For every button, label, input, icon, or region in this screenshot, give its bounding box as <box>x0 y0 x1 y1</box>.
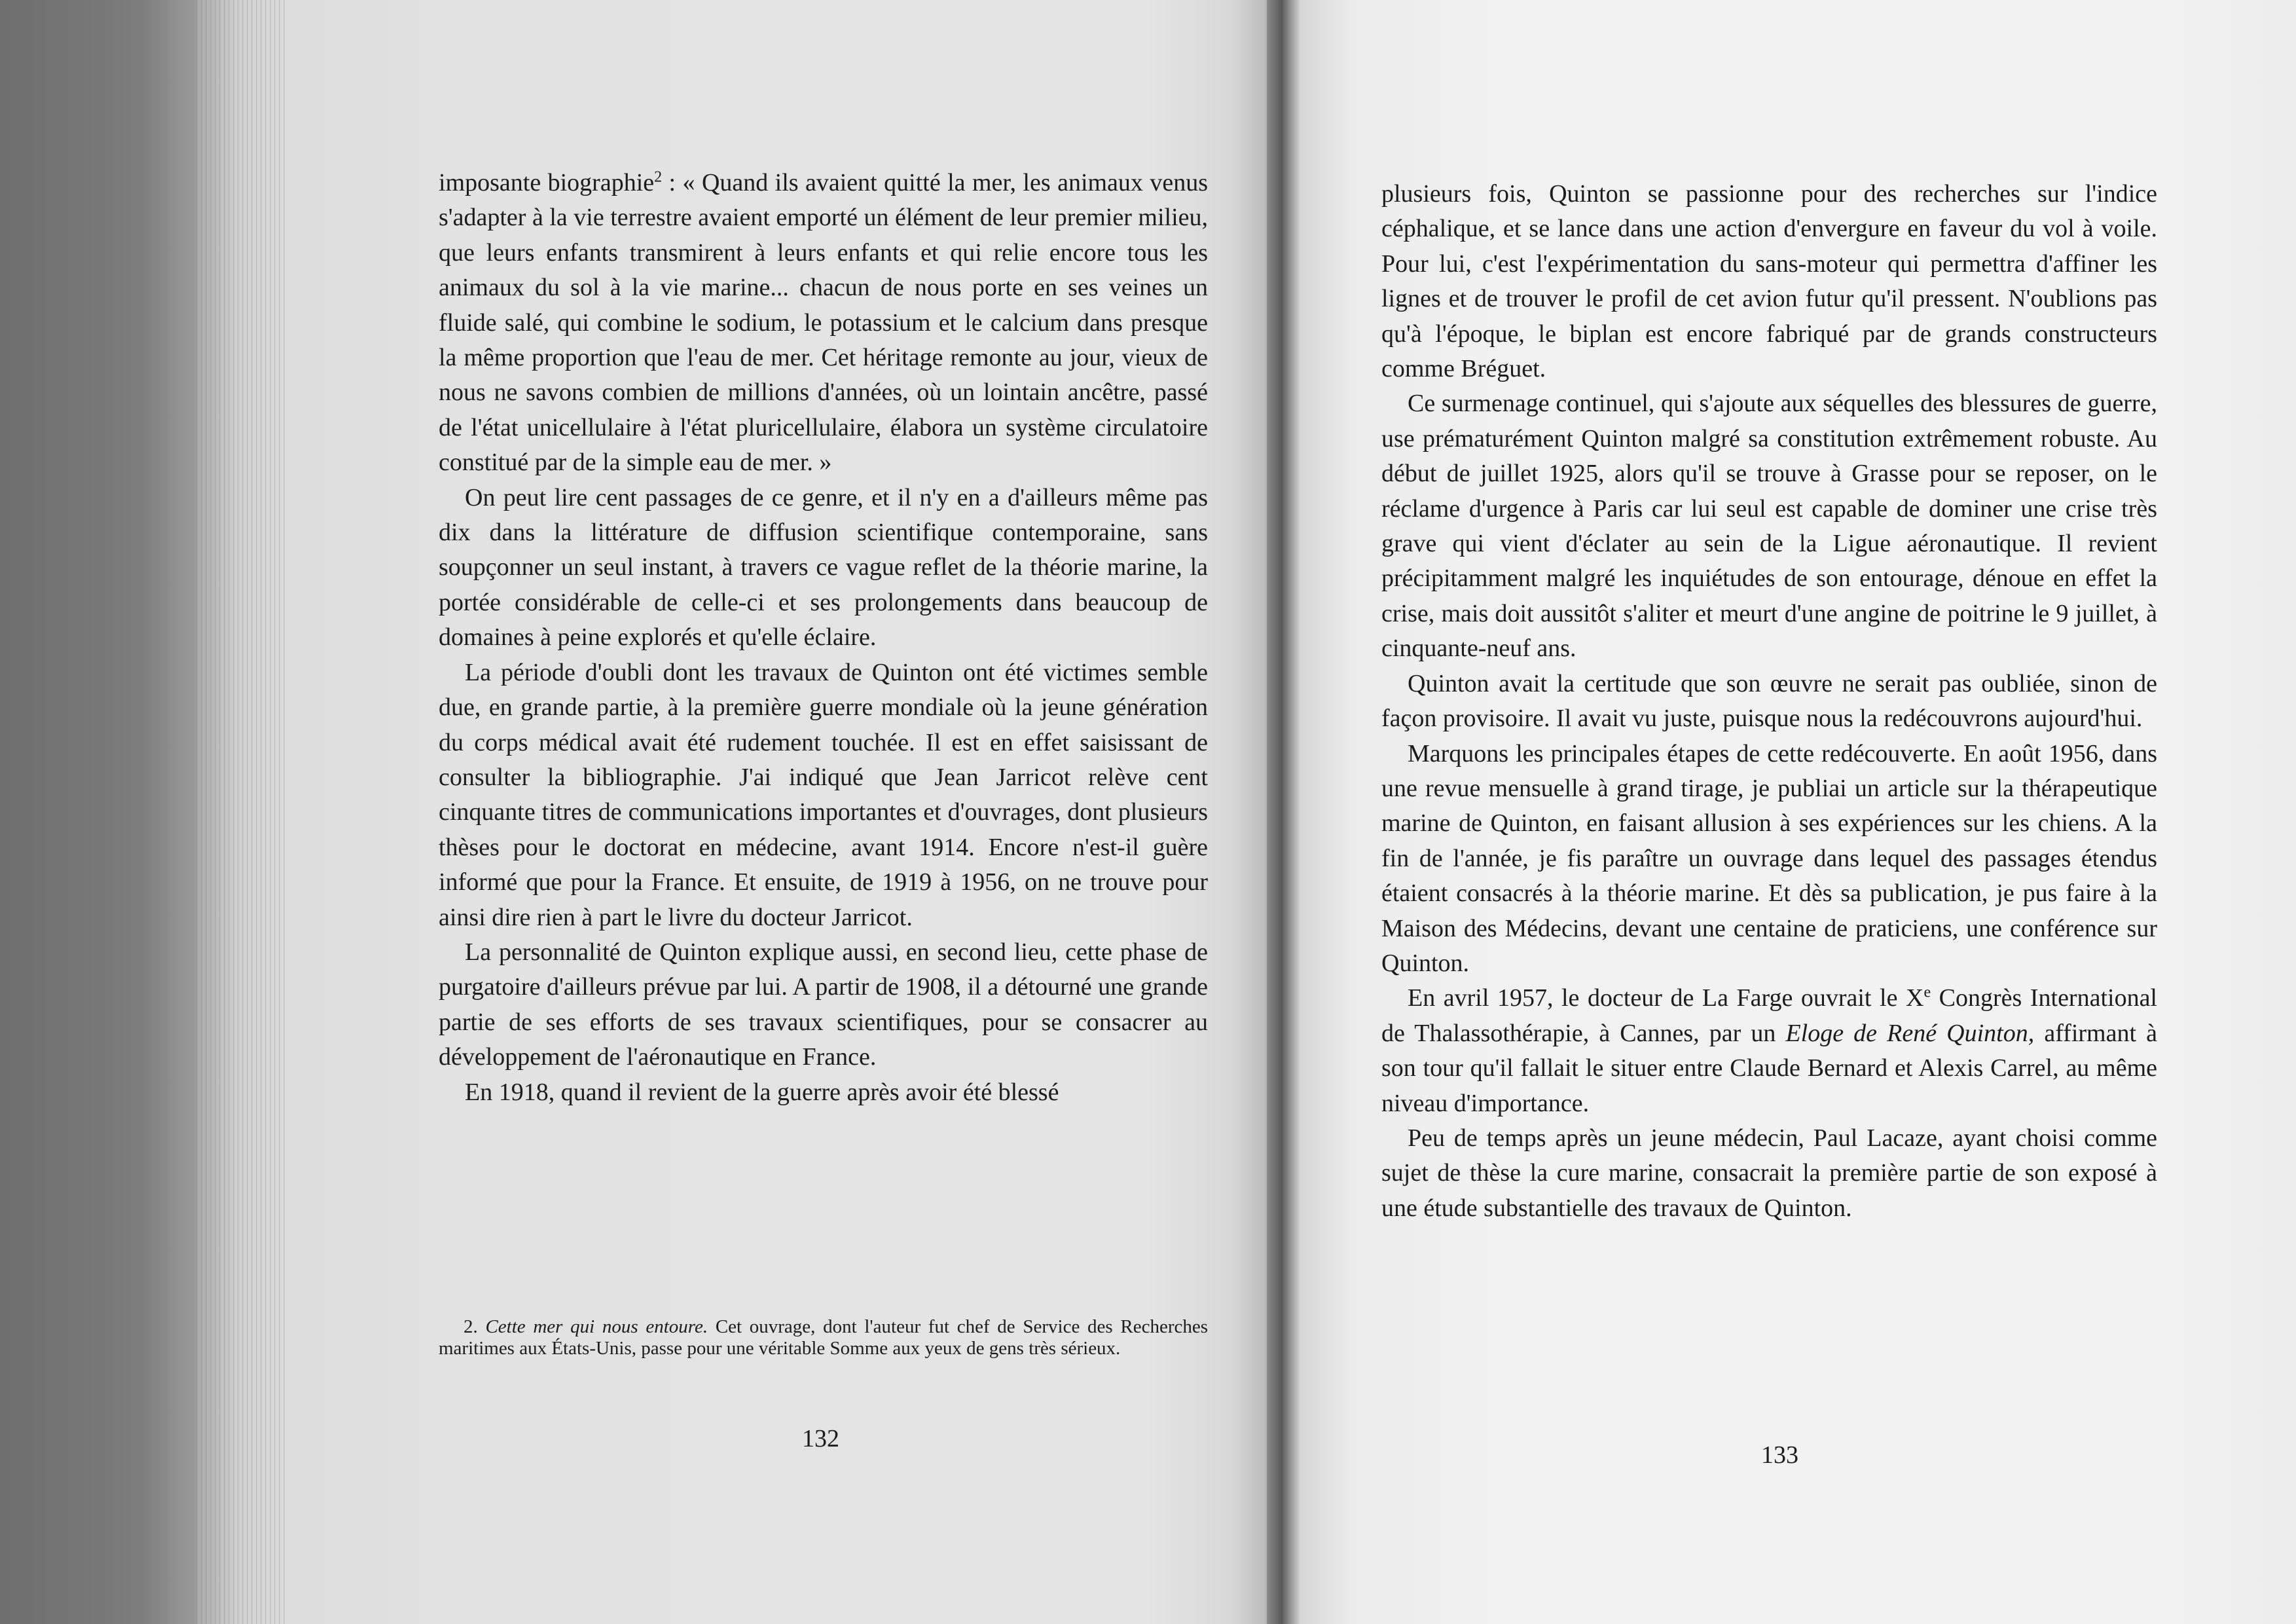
superscript: e <box>1923 984 1931 1001</box>
footnote-text: Cet ouvrage, dont l'auteur fut chef de Service des Recherches maritimes aux États-Unis, passe pour une véritable Somme aux yeux de gens très sérieux. <box>439 1316 1209 1359</box>
italic-title: Eloge de René Quinton, <box>1785 1019 2035 1047</box>
left-page-body <box>439 166 1208 1110</box>
paragraph: Marquons les principales étapes de cette redécouverte. En août 1956, dans une revue mensuelle à grand tirage, je publiai un article sur la thérapeutique marine de Quinton, en faisant allusion à ses expériences sur les chiens. A la fin de l'année, je fis paraître un ouvrage dans lequel des passages étendus étaient consacrés à la théorie marine. Et dès sa publication, je pus faire à la Maison des Médecins, devant une centaine de praticiens, une conférence sur Quinton. <box>1381 739 2157 977</box>
book-gutter <box>1267 0 1300 1624</box>
footnote-number: 2. <box>464 1316 478 1337</box>
footnote-marker: 2 <box>654 168 663 186</box>
page-fore-edge <box>196 0 288 1624</box>
paragraph: Quinton avait la certitude que son œuvre ne serait pas oubliée, sinon de façon provisoire. Il avait vu juste, puisque nous la redécouvrons aujourd'hui. <box>1381 669 2157 733</box>
paragraph: La personnalité de Quinton explique aussi, en second lieu, cette phase de purgatoire d'ailleurs prévue par lui. A partir de 1908, il a détourné une grande partie de ses efforts de ses travaux scientifiques, pour se consacrer au développement de l'aéronautique en France. <box>439 938 1208 1071</box>
page-number-left: 132 <box>802 1425 839 1452</box>
footnote <box>439 1316 1208 1359</box>
paragraph: En 1918, quand il revient de la guerre après avoir été blessé <box>465 1078 1059 1106</box>
paragraph: plusieurs fois, Quinton se passionne pour des recherches sur l'indice céphalique, et se lance dans une action d'envergure en faveur du vol à voile. Pour lui, c'est l'expérimentation du sans-moteur qui permettra d'affiner les lignes et de trouver le profil de cet avion futur qu'il pressent. N'oublions pas qu'à l'époque, le biplan est encore fabriqué par de grands constructeurs comme Bréguet. <box>1381 180 2157 383</box>
scanner-background <box>0 0 196 1624</box>
paragraph: Peu de temps après un jeune médecin, Paul Lacaze, ayant choisi comme sujet de thèse la cure marine, consacrait la première partie de son exposé à une étude substantielle des travaux de Quinton. <box>1381 1124 2157 1222</box>
page-number-right: 133 <box>1761 1441 1798 1469</box>
paragraph: La période d'oubli dont les travaux de Quinton ont été victimes semble due, en grande partie, à la première guerre mondiale où la jeune génération du corps médical avait été rudement touchée. Il est en effet saisissant de consulter la bibliographie. J'ai indiqué que Jean Jarricot relève cent cinquante titres de communications importantes et d'ouvrages, dont plusieurs thèses pour le doctorat en médecine, avant 1914. Encore n'est-il guère informé que pour la France. Et ensuite, de 1919 à 1956, on ne trouve pour ainsi dire rien à part le livre du docteur Jarricot. <box>439 658 1208 931</box>
footnote-title: Cette mer qui nous entoure. <box>485 1316 708 1337</box>
paragraph: imposante biographie$^2$ : « Quand ils avaient quitté la mer, les animaux venus s'adapter à la vie terrestre avaient emporté un élément de leur premier milieu, que leurs enfants transmirent à leurs enfants et qui relie encore tous les animaux du sol à la vie marine... chacun de nous porte en ses veines un fluide salé, qui combine le sodium, le potassium et le calcium dans presque la même proportion que l'eau de mer. Cet héritage remonte au jour, vieux de nous ne savons combien de millions d'années, où un lointain ancêtre, passé de l'état unicellulaire à l'état pluricellulaire, élabora un système circulatoire constitué par de la simple eau de mer. » <box>439 168 1208 477</box>
right-page-body <box>1381 177 2157 1226</box>
paragraph: On peut lire cent passages de ce genre, et il n'y en a d'ailleurs même pas dix dans la littérature de diffusion scientifique contemporaine, sans soupçonner un seul instant, à travers ce vague reflet de la théorie marine, la portée considérable de celle-ci et ses prolongements dans beaucoup de domaines à peine explorés et qu'elle éclaire. <box>439 483 1208 652</box>
paragraph: Ce surmenage continuel, qui s'ajoute aux séquelles des blessures de guerre, use prématurément Quinton malgré sa constitution extrêmement robuste. Au début de juillet 1925, alors qu'il se trouve à Grasse pour se reposer, on le réclame d'urgence à Paris car lui seul est capable de dominer une crise très grave qui vient d'éclater au sein de la Ligue aéronautique. Il revient précipitamment malgré les inquiétudes de son entourage, dénoue en effet la crise, mais doit aussitôt s'aliter et meurt d'une angine de poitrine le 9 juillet, à cinquante-neuf ans. <box>1381 390 2157 663</box>
paragraph: En avril 1957, le docteur de La Farge ouvrait le Xe Congrès International de Thalassothérapie, à Cannes, par un Eloge de René Quinton, affirmant à son tour qu'il fallait le situer entre Claude Bernard et Alexis Carrel, au même niveau d'importance. <box>1381 984 2157 1117</box>
